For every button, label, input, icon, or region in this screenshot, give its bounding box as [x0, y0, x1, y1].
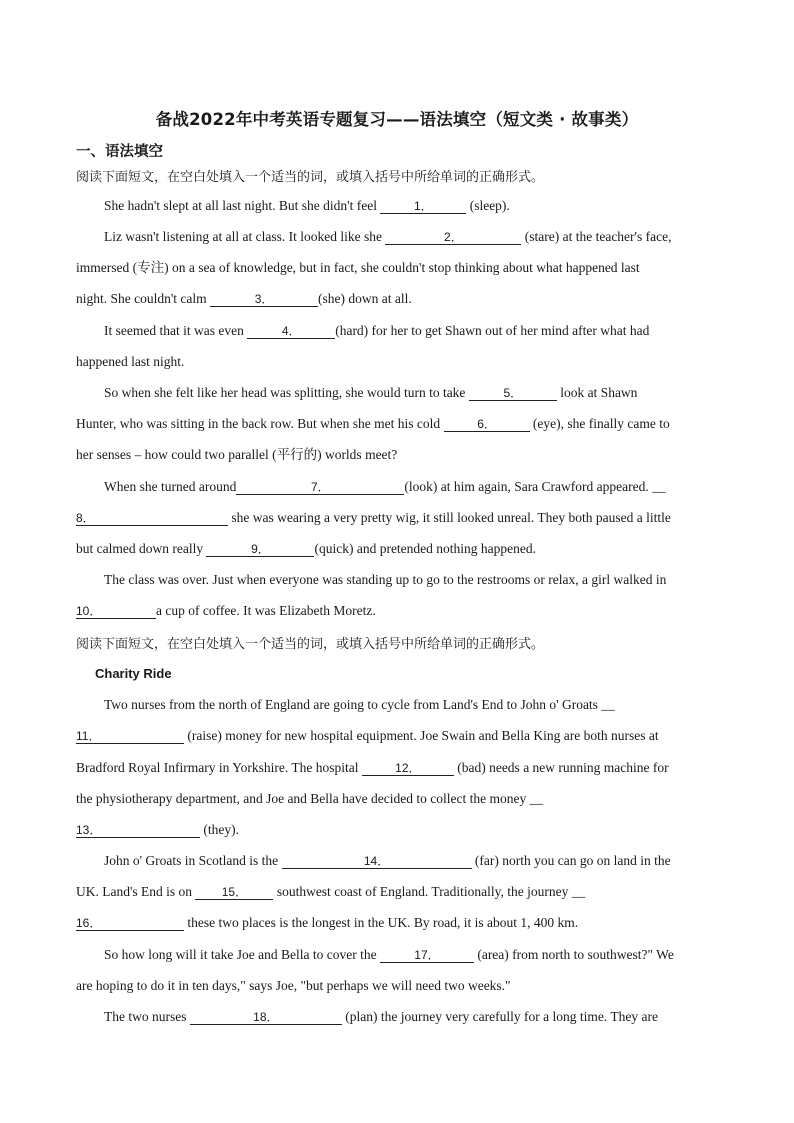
passage-line: 10． a cup of coffee. It was Elizabeth Moretz.: [76, 603, 376, 618]
blank-12[interactable]: 12．: [362, 761, 454, 776]
passage-line: The class was over. Just when everyone was standing up to go to the restrooms or relax, a girl walked in: [104, 572, 667, 587]
blank-4[interactable]: 4．: [247, 324, 335, 339]
passage-line: are hoping to do it in ten days," says Joe, "but perhaps we will need two weeks.": [76, 978, 511, 993]
blank-5[interactable]: 5．: [469, 386, 557, 401]
instruction-1: 阅读下面短文，在空白处填入一个适当的词，或填入括号中所给单词的正确形式。: [76, 170, 545, 185]
passage-line: So how long will it take Joe and Bella to cover the 17． (area) from north to southwest?" We: [104, 947, 674, 962]
blank-3[interactable]: 3．: [210, 292, 318, 307]
passage-line: but calmed down really 9． (quick) and pretended nothing happened.: [76, 541, 537, 556]
passage-line: 13． (they).: [76, 822, 239, 837]
blank-14[interactable]: 14．: [282, 854, 472, 869]
passage-line: 16． these two places is the longest in the UK. By road, it is about 1, 400 km.: [76, 915, 579, 930]
passage-line: 11． (raise) money for new hospital equipment. Joe Swain and Bella King are both nurses at: [76, 728, 659, 743]
blank-6[interactable]: 6．: [444, 417, 530, 432]
passage-line: her senses – how could two parallel (平行的) worlds meet?: [76, 447, 398, 462]
instruction-2: 阅读下面短文，在空白处填入一个适当的词，或填入括号中所给单词的正确形式。: [76, 637, 545, 652]
passage-line: UK. Land's End is on 15． southwest coast of England. Traditionally, the journey __: [76, 884, 586, 899]
blank-16[interactable]: 16．: [76, 916, 184, 931]
passage-line: She hadn't slept at all last night. But she didn't feel 1． (sleep).: [104, 198, 510, 213]
passage-line: Bradford Royal Infirmary in Yorkshire. The hospital 12． (bad) needs a new running machine for: [76, 760, 669, 775]
page-title: 备战2022年中考英语专题复习——语法填空（短文类 · 故事类）: [155, 110, 639, 129]
blank-1[interactable]: 1．: [380, 199, 466, 214]
passage-line: Hunter, who was sitting in the back row. But when she met his cold 6． (eye), she finally came to: [76, 416, 670, 431]
blank-2[interactable]: 2．: [385, 230, 521, 245]
blank-18[interactable]: 18．: [190, 1010, 342, 1025]
passage-line: 8． she was wearing a very pretty wig, it still looked unreal. They both paused a little: [76, 510, 671, 525]
blank-13[interactable]: 13．: [76, 823, 200, 838]
passage-line: John o' Groats in Scotland is the 14． (far) north you can go on land in the: [104, 853, 671, 868]
passage-line: So when she felt like her head was splitting, she would turn to take 5． look at Shawn: [104, 385, 638, 400]
passage-line: It seemed that it was even 4． (hard) for her to get Shawn out of her mind after what had: [104, 323, 650, 338]
passage-line: Two nurses from the north of England are going to cycle from Land's End to John o' Groats __: [104, 697, 615, 712]
blank-9[interactable]: 9．: [206, 542, 314, 557]
passage-line: the physiotherapy department, and Joe and Bella have decided to collect the money __: [76, 791, 544, 806]
passage-line: Liz wasn't listening at all at class. It looked like she 2． (stare) at the teacher's face,: [104, 229, 672, 244]
passage-line: happened last night.: [76, 354, 185, 369]
passage-line: When she turned around 7． (look) at him again, Sara Crawford appeared. __: [104, 479, 666, 494]
blank-10[interactable]: 10．: [76, 604, 156, 619]
section-heading: 一、语法填空: [76, 144, 163, 160]
passage-line: immersed (专注) on a sea of knowledge, but in fact, she couldn't stop thinking about what happened last: [76, 260, 640, 275]
blank-7[interactable]: 7．: [236, 480, 404, 495]
passage-title: Charity Ride: [95, 666, 172, 681]
blank-17[interactable]: 17．: [380, 948, 474, 963]
blank-11[interactable]: 11．: [76, 729, 184, 744]
passage-line: night. She couldn't calm 3． (she) down at all.: [76, 291, 412, 306]
blank-15[interactable]: 15．: [195, 885, 273, 900]
blank-8[interactable]: 8．: [76, 511, 228, 526]
passage-line: The two nurses 18． (plan) the journey very carefully for a long time. They are: [104, 1009, 658, 1024]
